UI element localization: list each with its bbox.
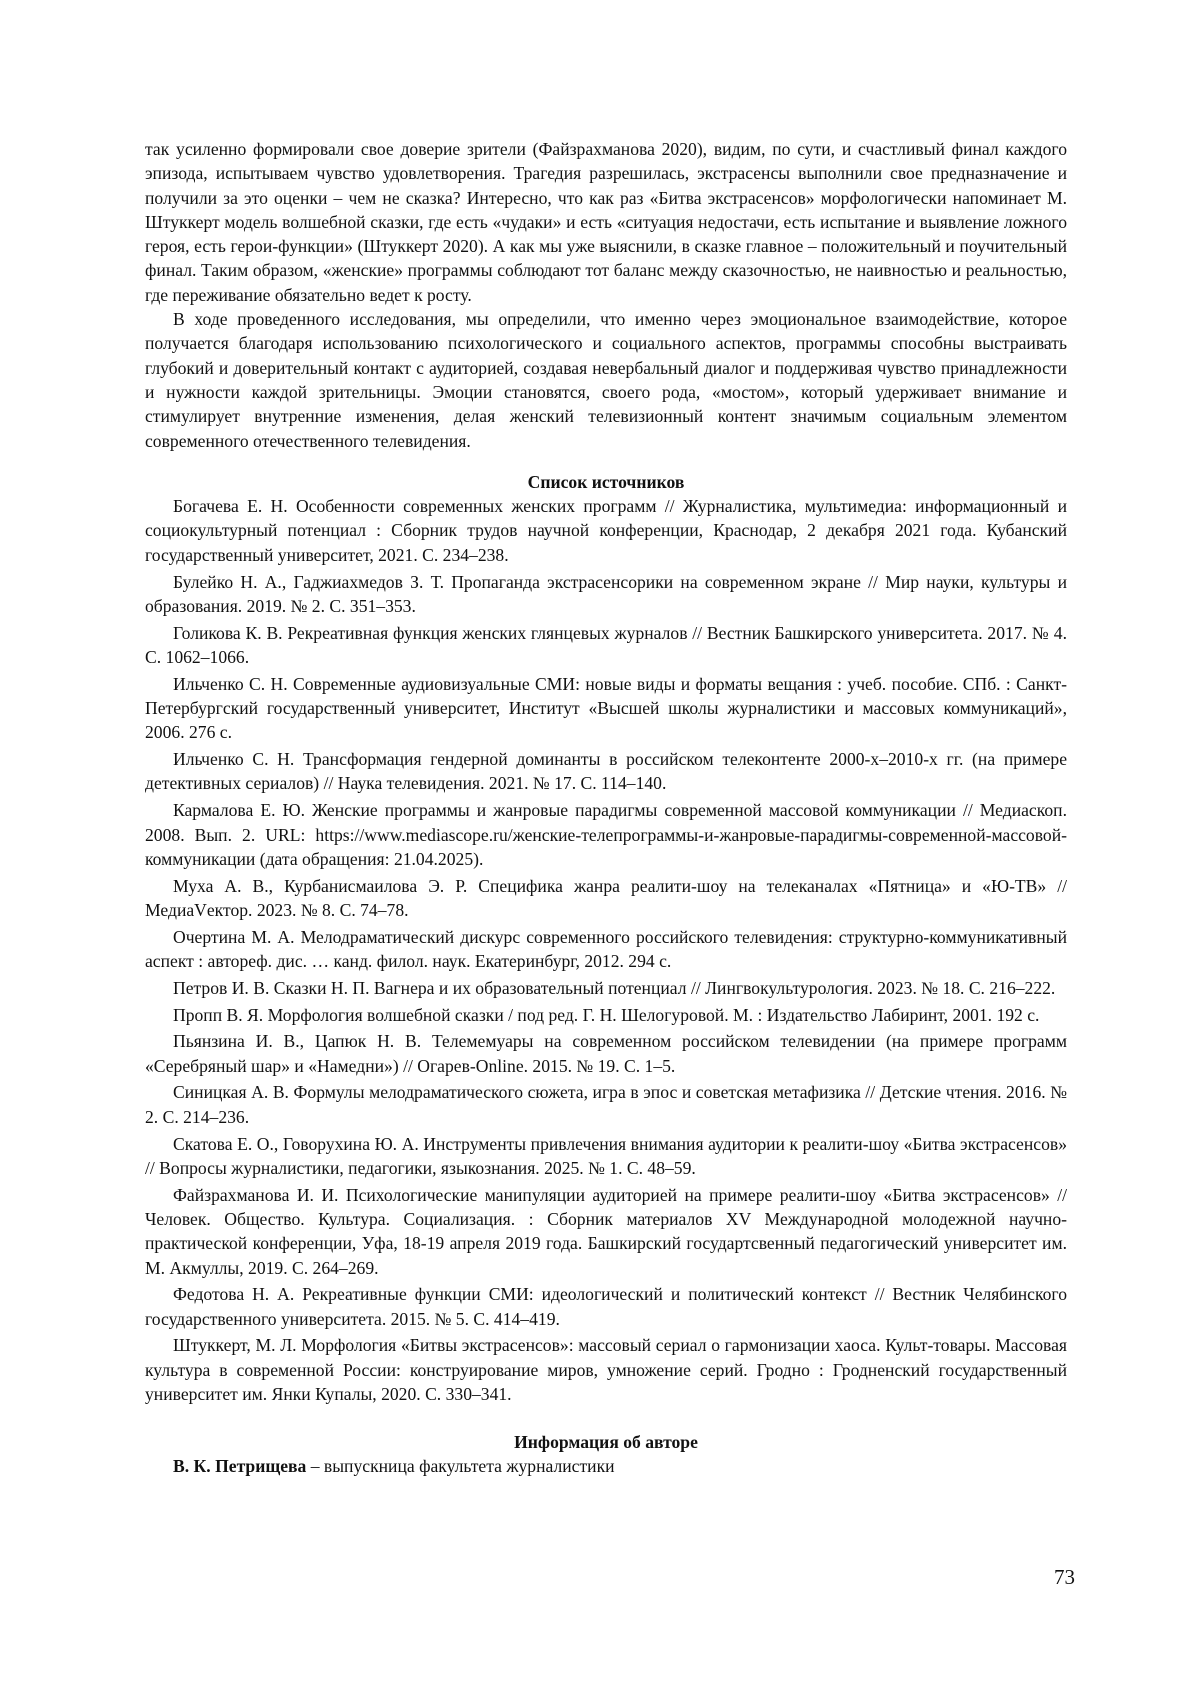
reference-item: Федотова Н. А. Рекреативные функции СМИ: идеологический и политический контекст // Вестник Челябинского государственного университета. 2015. № 5. С. 414–419. — [145, 1284, 1067, 1329]
reference-item: Ильченко С. Н. Трансформация гендерной доминанты в российском телеконтенте 2000-х–2010-х гг. (на примере детективных сериалов) // Наука телевидения. 2021. № 17. С. 114–140. — [145, 749, 1067, 794]
reference-item: Голикова К. В. Рекреативная функция женских глянцевых журналов // Вестник Башкирского университета. 2017. № 4. С. 1062–1066. — [145, 622, 1067, 667]
reference-item: Скатова Е. О., Говорухина Ю. А. Инструменты привлечения внимания аудитории к реалити-шоу «Битва экстрасенсов» // Вопросы журналистики, педагогики, языкознания. 2025. № 1. С. 48–59. — [145, 1133, 1067, 1178]
reference-item: Булейко Н. А., Гаджиахмедов З. Т. Пропаганда экстрасенсорики на современном экране // Мир науки, культуры и образования. 2019. № 2. С. 351–353. — [145, 571, 1067, 616]
reference-item: Пропп В. Я. Морфология волшебной сказки / под ред. Г. Н. Шелогуровой. М. : Издательство Лабиринт, 2001. 192 с. — [173, 1004, 1040, 1025]
reference-item: Ильченко С. Н. Современные аудиовизуальные СМИ: новые виды и форматы вещания : учеб. пособие. СПб. : Санкт-Петербургский государственный университет, Институт «Высшей школы журналистики и массовых коммуникаций», 2006. 276 с. — [145, 673, 1067, 743]
body-paragraph-2: В ходе проведенного исследования, мы определили, что именно через эмоциональное взаимодействие, которое получается благодаря использованию психологического и социального аспектов, программы способны выстраивать глубокий и доверительный контакт с аудиторией, создавая невербальный диалог и поддерживая чувство принадлежности и нужности каждой зрительницы. Эмоции становятся, своего рода, «мостом», который удерживает внимание и стимулирует внутренние изменения, делая женский телевизионный контент значимым социальным элементом современного отечественного телевидения. — [145, 309, 1067, 451]
reference-item: Пьянзина И. В., Цапюк Н. В. Телемемуары на современном российском телевидении (на примере программ «Серебряный шар» и «Намедни») // Огарев-Online. 2015. № 19. С. 1–5. — [145, 1031, 1067, 1076]
reference-item: Кармалова Е. Ю. Женские программы и жанровые парадигмы современной массовой коммуникации // Медиаскоп. 2008. Вып. 2. URL: https://www.mediascope.ru/женские-телепрограммы-и-жанровые-парадигмы-современной-массовой-коммуникации (дата обращения: 21.04.2025). — [145, 800, 1067, 869]
author-name: В. К. Петрищева — [173, 1456, 307, 1477]
page-content — [145, 137, 1067, 1478]
author-description: – выпускница факультета журналистики — [306, 1456, 615, 1477]
reference-item: Файзрахманова И. И. Психологические манипуляции аудиторией на примере реалити-шоу «Битва экстрасенсов» // Человек. Общество. Культура. Социализация. : Сборник материалов XV Международной молодежной научно-практической конференции, Уфа, 18-19 апреля 2019 года. Башкирский государтсвенный педагогический университет им. М. Акмуллы, 2019. С. 264–269. — [145, 1184, 1067, 1278]
spacer — [145, 1409, 1067, 1430]
author-info-title: Информация об авторе — [514, 1431, 698, 1452]
reference-item: Штуккерт, М. Л. Морфология «Битвы экстрасенсов»: массовый сериал о гармонизации хаоса. Культ-товары. Массовая культура в современной России: конструирование миров, умножение серий. Гродно : Гродненский государственный университет им. Янки Купалы, 2020. С. 330–341. — [145, 1335, 1067, 1405]
references-list — [145, 494, 1067, 1406]
reference-item: Муха А. В., Курбанисмаилова Э. Р. Специфика жанра реалити-шоу на телеканалах «Пятница» и «Ю-ТВ» // МедиаVектор. 2023. № 8. С. 74–78. — [145, 875, 1067, 920]
reference-item: Синицкая А. В. Формулы мелодраматического сюжета, игра в эпос и советская метафизика // Детские чтения. 2016. № 2. С. 214–236. — [145, 1082, 1067, 1127]
references-title: Список источников — [527, 471, 685, 492]
body-paragraph-1: так усиленно формировали свое доверие зрители (Файзрахманова 2020), видим, по сути, и счастливый финал каждого эпизода, испытываем чувство удовлетворения. Трагедия разрешилась, экстрасенсы выполнили свое предназначение и получили за это оценки – чем не сказка? Интересно, что как раз «Битва экстрасенсов» морфологически напоминает М. Штуккерт модель волшебной сказки, где есть «чудаки» и есть «ситуация недостачи, есть испытание и выявление ложного героя, есть герои-функции» (Штуккерт 2020). А как мы уже выяснили, в сказке главное – положительный и поучительный финал. Таким образом, «женские» программы соблюдают тот баланс между сказочностью, не наивностью и реальностью, где переживание обязательно ведет к росту. — [145, 139, 1067, 305]
reference-item: Петров И. В. Сказки Н. П. Вагнера и их образовательный потенциал // Лингвокультурология. 2023. № 18. С. 216–222. — [173, 977, 1056, 998]
author-line — [145, 1454, 1067, 1478]
reference-item: Очертина М. А. Мелодраматический дискурс современного российского телевидения: структурно-коммуникативный аспект : автореф. дис. … канд. филол. наук. Екатеринбург, 2012. 294 с. — [145, 926, 1067, 971]
spacer — [145, 453, 1067, 470]
page-number: 73 — [1054, 1565, 1075, 1589]
reference-item: Богачева Е. Н. Особенности современных женских программ // Журналистика, мультимедиа: информационный и социокультурный потенциал : Сборник трудов научной конференции, Краснодар, 2 декабря 2021 года. Кубанский государственный университет, 2021. С. 234–238. — [145, 496, 1067, 565]
